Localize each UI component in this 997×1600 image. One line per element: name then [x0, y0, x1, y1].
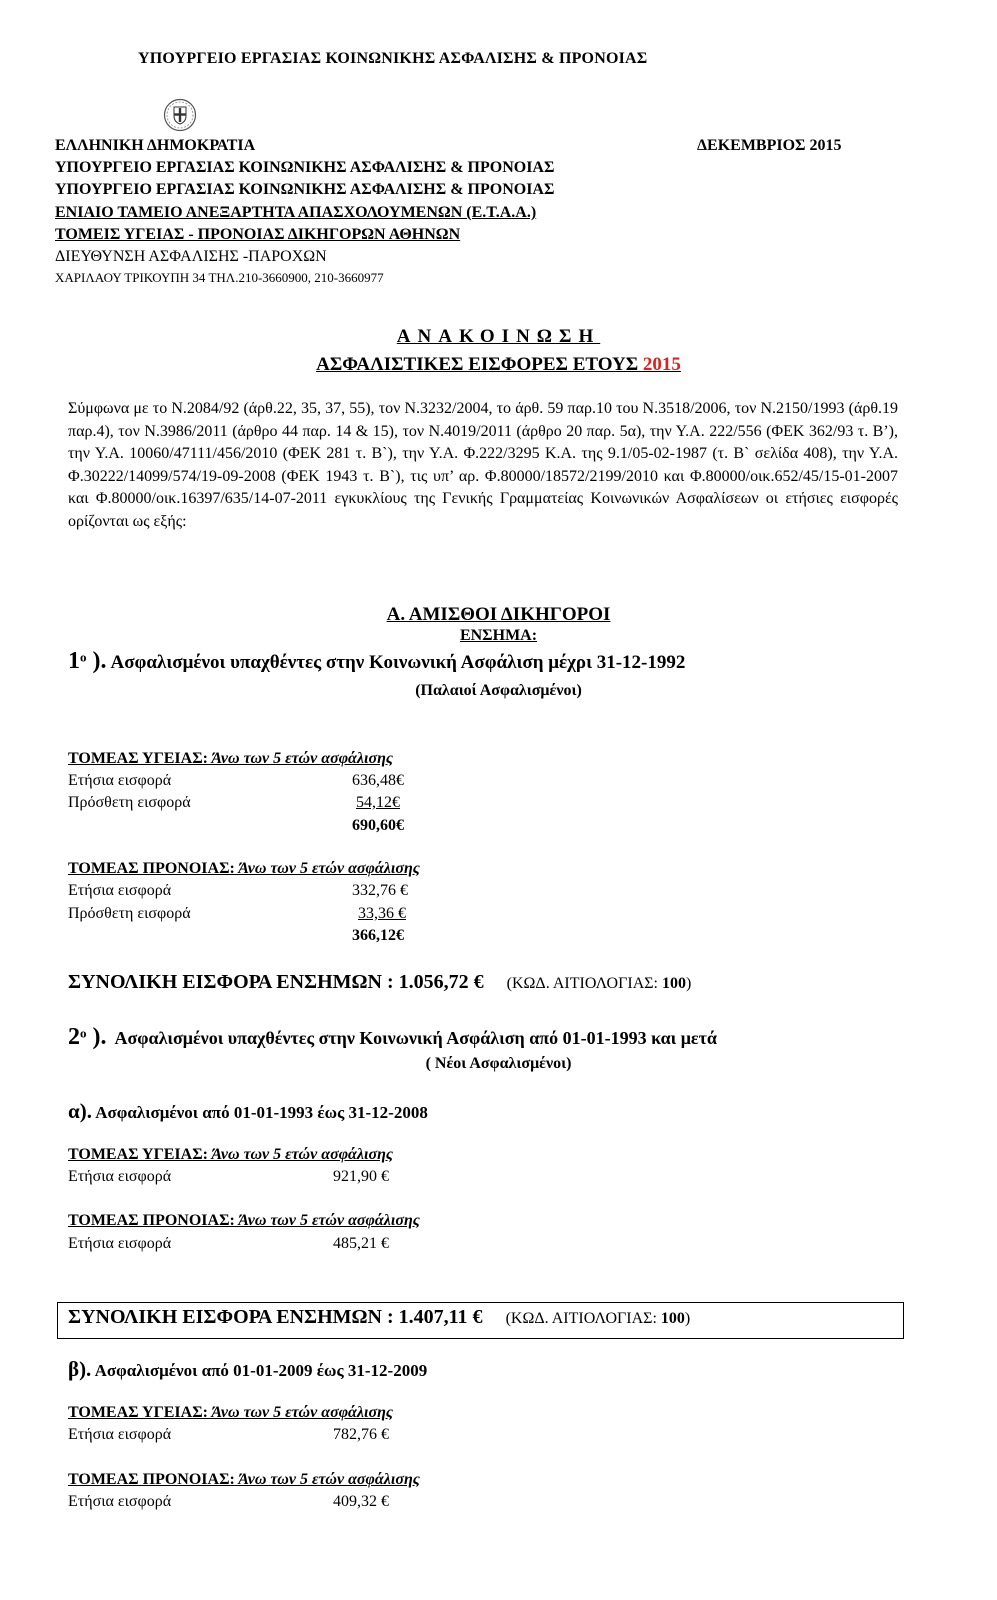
legal-basis-paragraph: Σύμφωνα με το Ν.2084/92 (άρθ.22, 35, 37, 55), τον Ν.3232/2004, το άρθ. 59 παρ.10 του Ν.3518/2006, τον Ν.2150/1993 (άρθ.19 παρ.4), τον Ν.3986/2011 (άρθρο 44 παρ. 14 & 15), τον Ν.4019/2011 (άρθρο 20 παρ. 5α), την Υ.Α. 222/556 (ΦΕΚ 362/93 τ. Β’), την Υ.Α. 10060/47111/456/2010 (ΦΕΚ 281 τ. Β`), την Υ.Α. Φ.222/3295 Κ.Α. της 9.1/05-02-1987 (τ. Β` σελίδα 408), την Υ.Α. Φ.30222/14099/574/19-09-2008 (ΦΕΚ 1943 τ. Β`), τις υπ’ αρ. Φ.80000/18572/2199/2010 και Φ.80000/οικ.652/45/15-01-2007 και Φ.80000/οικ.16397/635/14-07-2011 εγκυκλίους της Γενικής Γραμματείας Κοινωνικών Ασφαλίσεων οι ετήσιες εισφορές ορίζονται ως εξής: — [68, 400, 898, 530]
greek-coat-of-arms-icon — [163, 98, 197, 132]
part2b-health-label: Ετήσια εισφορά — [68, 1426, 172, 1443]
part1-note: (Παλαιοί Ασφαλισμένοι) — [415, 682, 582, 699]
directorate-name: ΔΙΕΥΘΥΝΣΗ ΑΣΦΑΛΙΣΗΣ -ΠΑΡΟΧΩΝ — [55, 248, 327, 265]
ministry-line-2: ΥΠΟΥΡΓΕΙΟ ΕΡΓΑΣΙΑΣ ΚΟΙΝΩΝΙΚΗΣ ΑΣΦΑΛΙΣΗΣ & ΠΡΟΝΟΙΑΣ — [55, 181, 555, 198]
address-line: ΧΑΡΙΛΑΟΥ ΤΡΙΚΟΥΠΗ 34 ΤΗΛ.210-3660900, 210-3660977 — [55, 270, 384, 285]
part1-health-extra-value: 54,12€ — [356, 794, 400, 811]
part1-health-annual-value: 636,48€ — [352, 772, 404, 789]
part2b-health-value: 782,76 € — [333, 1426, 389, 1443]
part1-welfare-extra-label: Πρόσθετη εισφορά — [68, 905, 191, 922]
part1-welfare-sector: ΤΟΜΕΑΣ ΠΡΟΝΟΙΑΣ: Άνω των 5 ετών ασφάλισης — [68, 860, 420, 877]
ministry-line-1: ΥΠΟΥΡΓΕΙΟ ΕΡΓΑΣΙΑΣ ΚΟΙΝΩΝΙΚΗΣ ΑΣΦΑΛΙΣΗΣ & ΠΡΟΝΟΙΑΣ — [55, 159, 555, 176]
announcement-title: ΑΝΑΚΟΙΝΩΣΗ — [396, 326, 601, 347]
part1-welfare-annual-value: 332,76 € — [352, 882, 408, 899]
part1-health-annual-label: Ετήσια εισφορά — [68, 772, 172, 789]
top-ministry-heading: ΥΠΟΥΡΓΕΙΟ ΕΡΓΑΣΙΑΣ ΚΟΙΝΩΝΙΚΗΣ ΑΣΦΑΛΙΣΗΣ & ΠΡΟΝΟΙΑΣ — [138, 50, 648, 67]
part2b-welfare-value: 409,32 € — [333, 1493, 389, 1510]
sectors-name: ΤΟΜΕΙΣ ΥΓΕΙΑΣ - ΠΡΟΝΟΙΑΣ ΔΙΚΗΓΟΡΩΝ ΑΘΗΝΩΝ — [55, 226, 461, 243]
part2b-welfare-sector: ΤΟΜΕΑΣ ΠΡΟΝΟΙΑΣ: Άνω των 5 ετών ασφάλισης — [68, 1471, 420, 1488]
section-a-subtitle: ΕΝΣΗΜΑ: — [459, 627, 538, 644]
part2-note: ( Νέοι Ασφαλισμένοι) — [425, 1055, 572, 1072]
part2a-welfare-value: 485,21 € — [333, 1235, 389, 1252]
part2a-health-value: 921,90 € — [333, 1168, 389, 1185]
part1-health-extra-label: Πρόσθετη εισφορά — [68, 794, 191, 811]
part2-heading: $2^o$ ). Ασφαλισμένοι υπαχθέντες στην Κοινωνική Ασφάλιση από 01-01-1993 και μετά — [68, 1024, 717, 1050]
part2-sub-b-heading: β). Ασφαλισμένοι από 01-01-2009 έως 31-12-2009 — [68, 1357, 428, 1381]
part2a-health-label: Ετήσια εισφορά — [68, 1168, 172, 1185]
part1-heading: $1^o$ ). Ασφαλισμένοι υπαχθέντες στην Κοινωνική Ασφάλιση μέχρι 31-12-1992 — [68, 648, 686, 674]
part2b-health-sector: ΤΟΜΕΑΣ ΥΓΕΙΑΣ: Άνω των 5 ετών ασφάλισης — [68, 1404, 393, 1421]
section-a-title: Α. ΑΜΙΣΘΟΙ ΔΙΚΗΓΟΡΟΙ — [386, 604, 611, 625]
part1-welfare-annual-label: Ετήσια εισφορά — [68, 882, 172, 899]
part1-grand-total: ΣΥΝΟΛΙΚΗ ΕΙΣΦΟΡΑ ΕΝΣΗΜΩΝ : 1.056,72 € (ΚΩΔ. ΑΙΤΙΟΛΟΓΙΑΣ: 100) — [68, 971, 692, 993]
part2b-welfare-label: Ετήσια εισφορά — [68, 1493, 172, 1510]
part2a-grand-total: ΣΥΝΟΛΙΚΗ ΕΙΣΦΟΡΑ ΕΝΣΗΜΩΝ : 1.407,11 € (ΚΩΔ. ΑΙΤΙΟΛΟΓΙΑΣ: 100) — [68, 1306, 691, 1328]
part1-health-sector: ΤΟΜΕΑΣ ΥΓΕΙΑΣ: Άνω των 5 ετών ασφάλισης — [68, 750, 393, 767]
fund-name: ΕΝΙΑΙΟ ΤΑΜΕΙΟ ΑΝΕΞΑΡΤΗΤΑ ΑΠΑΣΧΟΛΟΥΜΕΝΩΝ (Ε.Τ.Α.Α.) — [55, 204, 537, 221]
document-date: ΔΕΚΕΜΒΡΙΟΣ 2015 — [697, 137, 842, 154]
part2a-welfare-label: Ετήσια εισφορά — [68, 1235, 172, 1252]
part2a-welfare-sector: ΤΟΜΕΑΣ ΠΡΟΝΟΙΑΣ: Άνω των 5 ετών ασφάλισης — [68, 1212, 420, 1229]
part1-health-total-value: 690,60€ — [352, 817, 404, 834]
part2a-health-sector: ΤΟΜΕΑΣ ΥΓΕΙΑΣ: Άνω των 5 ετών ασφάλισης — [68, 1146, 393, 1163]
announcement-subtitle: ΑΣΦΑΛΙΣΤΙΚΕΣ ΕΙΣΦΟΡΕΣ ΕΤΟΥΣ 2015 — [316, 354, 681, 375]
republic-label: ΕΛΛΗΝΙΚΗ ΔΗΜΟΚΡΑΤΙΑ — [55, 137, 256, 154]
part1-welfare-total-value: 366,12€ — [352, 927, 404, 944]
part2-sub-a-heading: α). Ασφαλισμένοι από 01-01-1993 έως 31-12-2008 — [68, 1099, 428, 1123]
part1-welfare-extra-value: 33,36 € — [358, 905, 406, 922]
